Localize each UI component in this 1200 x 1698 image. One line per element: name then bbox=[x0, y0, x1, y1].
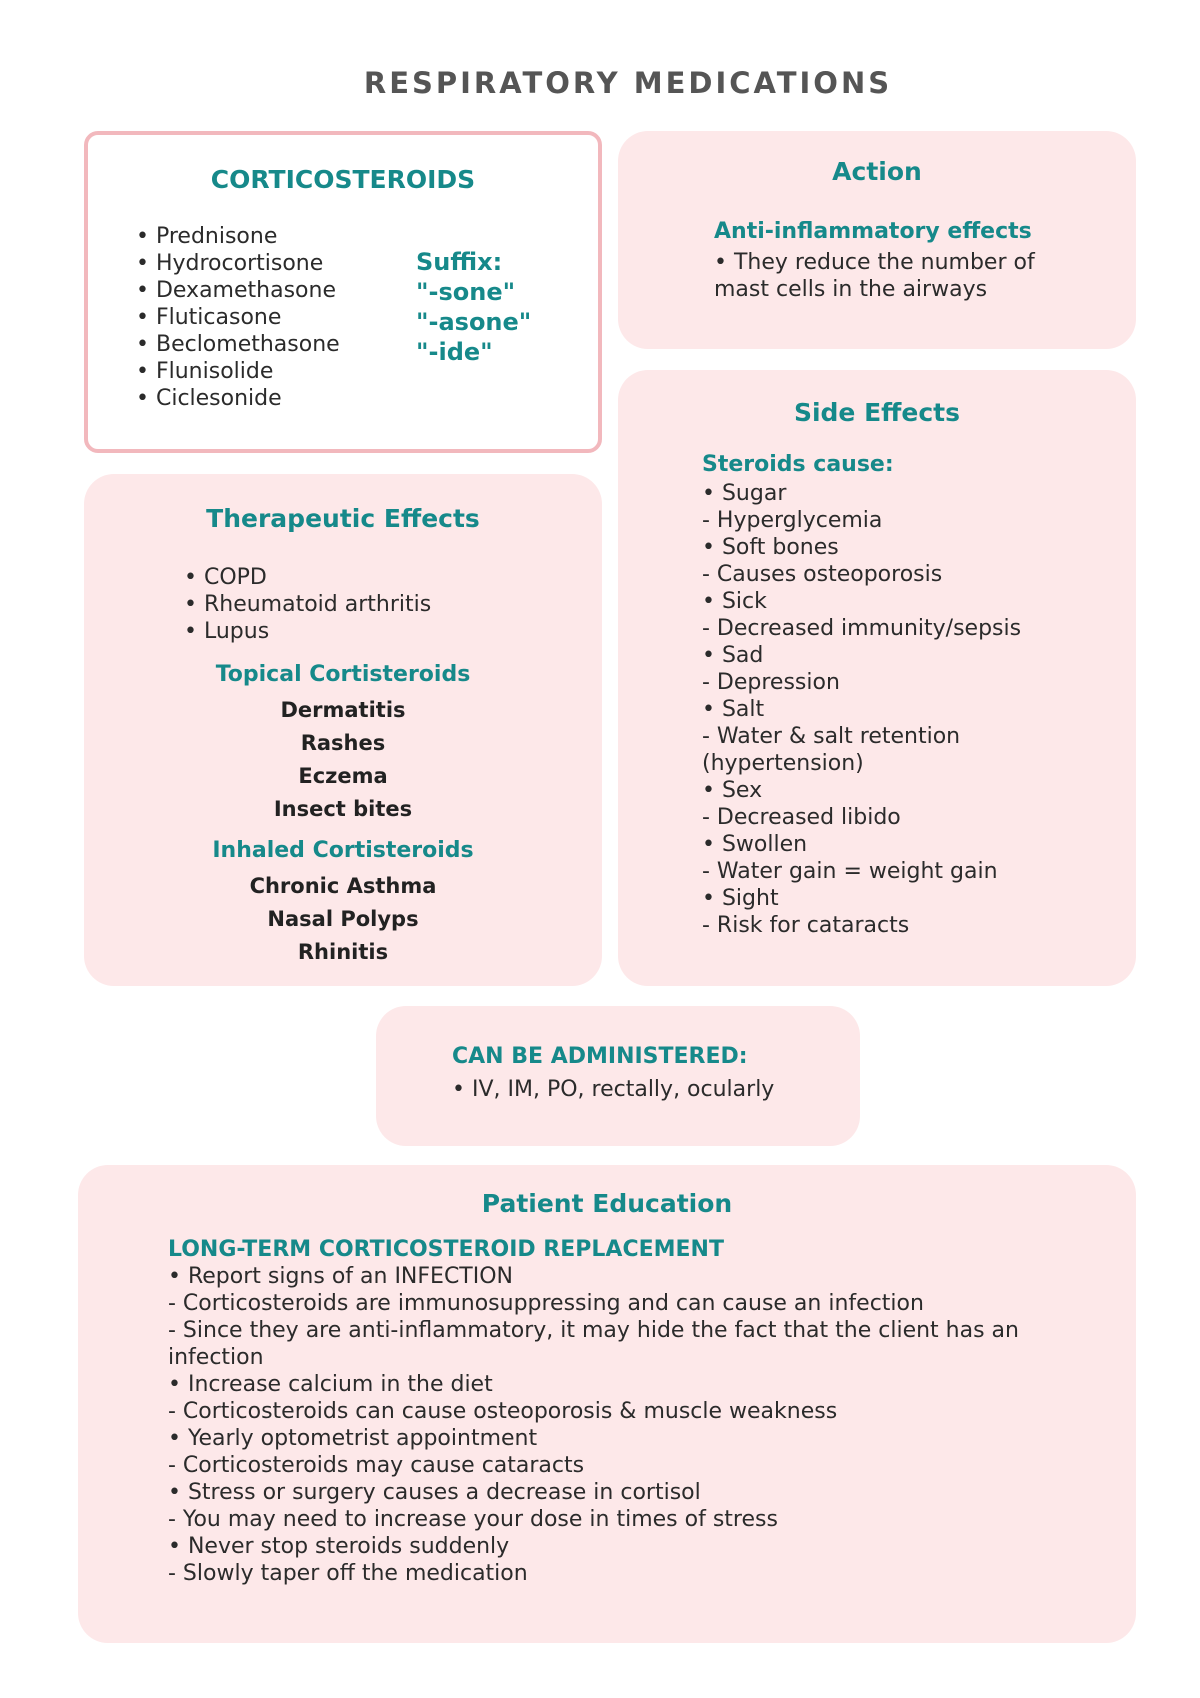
patient-education-list bbox=[168, 1263, 1068, 1587]
side-effect-item: - Depression bbox=[702, 670, 840, 695]
therapeutic-item: • Lupus bbox=[184, 619, 270, 644]
education-item: - Corticosteroids are immunosuppressing and can cause an infection bbox=[168, 1291, 924, 1316]
drug-item: • Flunisolide bbox=[136, 359, 274, 384]
patient-education-subheading: LONG-TERM CORTICOSTEROID REPLACEMENT bbox=[168, 1237, 724, 1262]
education-item: - Slowly taper off the medication bbox=[168, 1561, 528, 1586]
topical-item: Eczema bbox=[298, 764, 388, 788]
topical-item: Insect bites bbox=[273, 797, 413, 821]
side-effect-item: • Swollen bbox=[702, 832, 808, 857]
drug-item: • Ciclesonide bbox=[136, 386, 282, 411]
side-effect-item: - Water gain = weight gain bbox=[702, 859, 998, 884]
corticosteroids-heading: CORTICOSTEROIDS bbox=[210, 165, 476, 194]
side-effect-item: - Hyperglycemia bbox=[702, 508, 883, 533]
side-effect-item: - Decreased libido bbox=[702, 805, 901, 830]
inhaled-heading: Inhaled Cortisteroids bbox=[212, 838, 474, 863]
side-effects-card bbox=[618, 370, 1136, 986]
administered-heading: CAN BE ADMINISTERED: bbox=[452, 1044, 748, 1069]
education-item: • Yearly optometrist appointment bbox=[168, 1426, 538, 1451]
action-subheading: Anti-inflammatory effects bbox=[714, 219, 1032, 244]
drug-item: • Beclomethasone bbox=[136, 332, 340, 357]
action-card bbox=[618, 131, 1136, 349]
topical-list bbox=[84, 694, 602, 826]
corticosteroids-card bbox=[84, 131, 602, 453]
drug-item: • Fluticasone bbox=[136, 305, 282, 330]
education-item: • Never stop steroids suddenly bbox=[168, 1534, 510, 1559]
topical-item: Rashes bbox=[300, 731, 386, 755]
suffix-item: "-asone" bbox=[416, 308, 532, 336]
administered-text: • IV, IM, PO, rectally, ocularly bbox=[452, 1077, 775, 1102]
inhaled-item: Rhinitis bbox=[297, 940, 389, 964]
therapeutic-heading: Therapeutic Effects bbox=[206, 504, 480, 533]
side-effects-list bbox=[702, 480, 1021, 939]
drug-list bbox=[136, 223, 340, 412]
therapeutic-item: • COPD bbox=[184, 565, 267, 590]
therapeutic-item: • Rheumatoid arthritis bbox=[184, 592, 432, 617]
side-effect-item: - Decreased immunity/sepsis bbox=[702, 616, 1022, 641]
education-item: - You may need to increase your dose in times of stress bbox=[168, 1507, 778, 1532]
inhaled-item: Nasal Polyps bbox=[267, 907, 419, 931]
education-item: - Corticosteroids may cause cataracts bbox=[168, 1453, 585, 1478]
administered-card bbox=[376, 1006, 860, 1146]
side-effects-heading: Side Effects bbox=[793, 398, 961, 427]
education-item: - Corticosteroids can cause osteoporosis & muscle weakness bbox=[168, 1399, 838, 1424]
drug-item: • Hydrocortisone bbox=[136, 251, 324, 276]
side-effect-item: • Sight bbox=[702, 886, 779, 911]
patient-education-card bbox=[78, 1165, 1136, 1643]
side-effect-item: - Water & salt retention bbox=[702, 724, 961, 749]
education-item: • Increase calcium in the diet bbox=[168, 1372, 493, 1397]
drug-item: • Prednisone bbox=[136, 224, 278, 249]
side-effects-subheading: Steroids cause: bbox=[702, 452, 894, 477]
suffix-item: "-ide" bbox=[416, 338, 493, 366]
education-item: • Stress or surgery causes a decrease in cortisol bbox=[168, 1480, 701, 1505]
suffix-item: "-sone" bbox=[416, 278, 516, 306]
drug-item: • Dexamethasone bbox=[136, 278, 336, 303]
therapeutic-effects-card bbox=[84, 474, 602, 986]
action-heading: Action bbox=[832, 157, 922, 186]
education-item: - Since they are anti-inflammatory, it may hide the fact that the client has an infection bbox=[168, 1318, 1019, 1370]
side-effect-item: • Sad bbox=[702, 643, 764, 668]
side-effect-item: • Sugar bbox=[702, 481, 787, 506]
side-effect-item: - Causes osteoporosis bbox=[702, 562, 943, 587]
side-effect-item: • Sex bbox=[702, 778, 763, 803]
suffix-label: Suffix: bbox=[416, 248, 503, 276]
patient-education-heading: Patient Education bbox=[481, 1189, 733, 1218]
side-effect-item: - Risk for cataracts bbox=[702, 913, 910, 938]
action-text: • They reduce the number of mast cells in the airways bbox=[714, 250, 1035, 302]
therapeutic-list bbox=[184, 564, 431, 645]
education-item: • Report signs of an INFECTION bbox=[168, 1264, 514, 1289]
inhaled-list bbox=[84, 870, 602, 969]
topical-item: Dermatitis bbox=[280, 698, 406, 722]
side-effect-item: • Soft bones bbox=[702, 535, 839, 560]
topical-heading: Topical Cortisteroids bbox=[215, 662, 471, 687]
suffix-block bbox=[416, 247, 531, 367]
side-effect-item: • Sick bbox=[702, 589, 767, 614]
inhaled-item: Chronic Asthma bbox=[249, 874, 437, 898]
page-title: RESPIRATORY MEDICATIONS bbox=[363, 66, 893, 100]
side-effect-item: • Salt bbox=[702, 697, 765, 722]
side-effect-item: (hypertension) bbox=[702, 751, 864, 776]
